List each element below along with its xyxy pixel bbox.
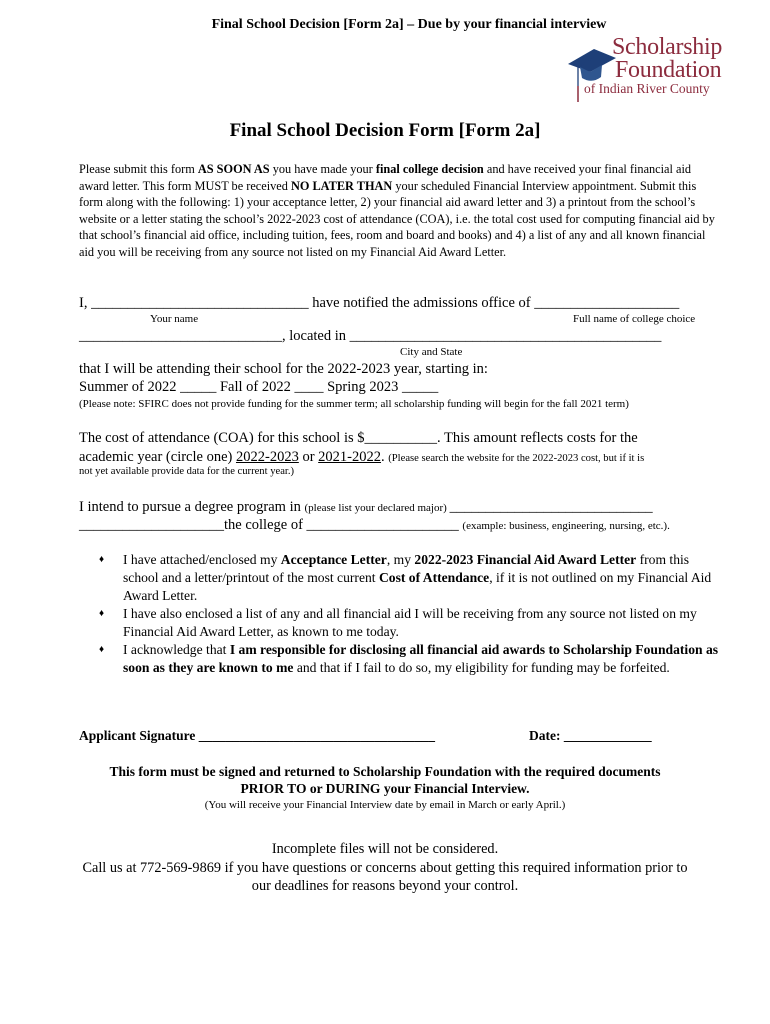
instructions-emphasis: AS SOON AS — [197, 162, 270, 176]
year-option-2022-2023[interactable]: 2022-2023 — [235, 449, 299, 465]
instructions-text: and have received your final financial aid award letter. This form MUST be received — [79, 162, 692, 193]
header-due-line: Final School Decision [Form 2a] – Due by your financial interview — [211, 17, 607, 32]
applicant-signature-line[interactable]: Applicant Signature ___________________________________ — [79, 728, 436, 743]
instructions-emphasis: NO LATER THAN — [290, 178, 393, 193]
logo-county-line: of Indian River County — [584, 81, 710, 96]
instructions-emphasis: final college decision — [375, 162, 484, 176]
bullet-emphasis: 2022-2023 Financial Aid Award Letter — [414, 552, 637, 567]
your-name-label: Your name — [150, 313, 199, 325]
bullet-text: I acknowledge that — [123, 642, 230, 657]
year-option-2021-2022[interactable]: 2021-2022 — [318, 449, 382, 465]
list-item — [79, 641, 725, 677]
college-location-line[interactable]: ____________________________, located in ___________________________________________ — [79, 328, 662, 344]
list-item — [79, 551, 725, 605]
logo-foundation-word: Foundation — [615, 57, 722, 83]
contact-phone-notice: Call us at 772-569-9869 if you have questions or concerns about getting this required information prior to — [82, 859, 688, 876]
signature-date-line[interactable]: Date: _____________ — [529, 728, 652, 743]
interview-date-note: (You will receive your Financial Interview date by email in March or early April.) — [204, 799, 566, 811]
coa-amount-line[interactable]: The cost of attendance (COA) for this school is $__________. This amount reflects costs for the — [79, 430, 638, 446]
incomplete-files-notice: Incomplete files will not be considered. — [271, 841, 499, 857]
return-notice-line: This form must be signed and returned to Scholarship Foundation with the required documents — [109, 764, 661, 779]
bullet-emphasis: Acceptance Letter — [280, 552, 387, 567]
academic-year-text: or — [298, 449, 319, 465]
coa-search-note-cont: not yet available provide data for the current year.) — [79, 466, 295, 477]
academic-year-text: academic year (circle one) — [79, 449, 236, 465]
degree-college-line[interactable] — [79, 516, 670, 534]
form-title: Final School Decision Form [Form 2a] — [229, 120, 541, 141]
college-example-hint: (example: business, engineering, nursing, etc.). — [462, 520, 670, 532]
acknowledgement-list — [79, 551, 725, 677]
bullet-text: , my — [386, 552, 415, 567]
logo-scholarship-word: Scholarship — [612, 34, 723, 60]
bullet-emphasis: Cost of Attendance — [378, 570, 490, 585]
bullet-text: I have also enclosed a list of any and all financial aid I will be receiving from any source not listed on my Financial Aid Award Letter, as known to me today. — [123, 606, 697, 639]
declared-major-hint: (please list your declared major) — [304, 502, 450, 514]
bullet-text: , if it is not outlined on my Financial Aid Award Letter. — [123, 570, 712, 603]
bullet-text: and that if I fail to do so, my eligibility for funding may be forfeited. — [293, 660, 670, 675]
instructions-text: your scheduled Financial Interview appointment. Submit this form along with the following: 1) your acceptance letter, 2) your financial aid award letter and 3) a printout from the school’s website or a letter stating the school’s 2022-2023 cost of attendance (COA), i.e. the total cost used for computing financial aid by that school’s financial aid office, including tuition, fees, room and board and books) and 4) a list of any and all known financial aid you will be receiving from any source not listed on my Financial Aid Award Letter. — [79, 178, 715, 259]
diamond-bullet-icon: ♦ — [99, 554, 105, 565]
college-of-blank[interactable]: ____________________the college of _____________________ — [79, 517, 463, 533]
term-selection-line[interactable]: Summer of 2022 _____ Fall of 2022 ____ Spring 2023 _____ — [79, 379, 439, 395]
degree-major-line[interactable] — [79, 498, 653, 516]
instructions-text: Please submit this form — [79, 162, 198, 176]
academic-year-line — [79, 448, 644, 466]
coa-search-note: (Please search the website for the 2022-2023 cost, but if it is — [388, 453, 645, 464]
contact-notice-cont: our deadlines for reasons beyond your control. — [251, 878, 519, 894]
city-state-label: City and State — [400, 346, 463, 358]
closing-notes — [0, 840, 770, 896]
diamond-bullet-icon: ♦ — [99, 644, 105, 655]
name-college-line[interactable]: I, ______________________________ have notified the admissions office of ____________________ — [79, 295, 680, 311]
academic-year-text: . — [381, 449, 389, 465]
return-notice-deadline: PRIOR TO or DURING your Financial Interview. — [240, 781, 530, 796]
college-name-label: Full name of college choice — [573, 313, 696, 325]
degree-text: I intend to pursue a degree program in — [79, 499, 305, 515]
foundation-logo — [568, 34, 728, 104]
bullet-emphasis: I am responsible for disclosing all financial aid awards to Scholarship Foundation as soon as they are known to me — [123, 642, 719, 675]
attendance-start-line: that I will be attending their school for the 2022-2023 year, starting in: — [79, 361, 488, 377]
declared-major-blank[interactable]: ____________________________ — [449, 499, 653, 515]
summer-funding-note: (Please note: SFIRC does not provide funding for the summer term; all scholarship funding will begin for the fall 2021 term) — [79, 398, 629, 410]
bullet-text: from this school and a letter/printout of the most current — [123, 552, 690, 585]
instructions-text: you have made your — [269, 162, 376, 176]
instructions-paragraph — [79, 161, 719, 261]
bullet-text: I have attached/enclosed my — [123, 552, 281, 567]
list-item — [79, 605, 725, 641]
diamond-bullet-icon: ♦ — [99, 608, 105, 619]
